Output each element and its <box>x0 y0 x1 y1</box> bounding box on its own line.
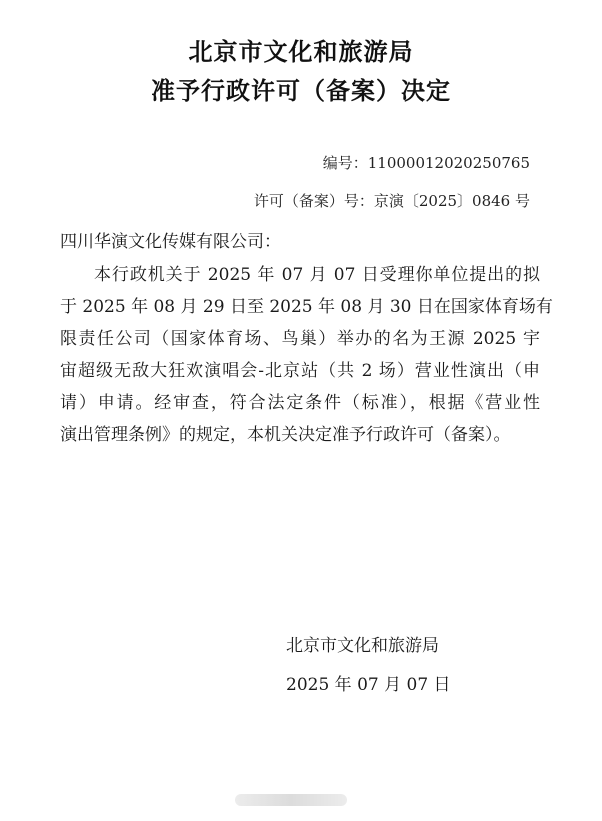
document-title-line2: 准予行政许可（备案）决定 <box>151 77 451 105</box>
document-title-line1: 北京市文化和旅游局 <box>188 38 414 66</box>
body-line: 限责任公司（国家体育场、鸟巢）举办的名为王源 2025 宇 <box>60 329 540 349</box>
license-number: 许可（备案）号：京演〔2025〕0846 号 <box>253 192 530 210</box>
blurred-watermark <box>235 794 347 806</box>
body-line: 请）申请。经审查，符合法定条件（标准），根据《营业性 <box>60 393 540 413</box>
issue-date: 2025 年 07 月 07 日 <box>286 675 451 695</box>
body-line: 本行政机关于 2025 年 07 月 07 日受理你单位提出的拟 <box>94 265 540 285</box>
body-line: 宙超级无敌大狂欢演唱会-北京站（共 2 场）营业性演出（申 <box>60 361 540 381</box>
salutation: 四川华演文化传媒有限公司： <box>60 232 281 252</box>
serial-number: 编号：11000012020250765 <box>322 154 530 172</box>
body-line: 演出管理条例》的规定，本机关决定准予行政许可（备案）。 <box>60 425 511 445</box>
decision-body <box>60 259 553 451</box>
issuer-signature: 北京市文化和旅游局 <box>286 636 439 656</box>
body-line: 于 2025 年 08 月 29 日至 2025 年 08 月 30 日在国家体育场有 <box>60 297 553 317</box>
